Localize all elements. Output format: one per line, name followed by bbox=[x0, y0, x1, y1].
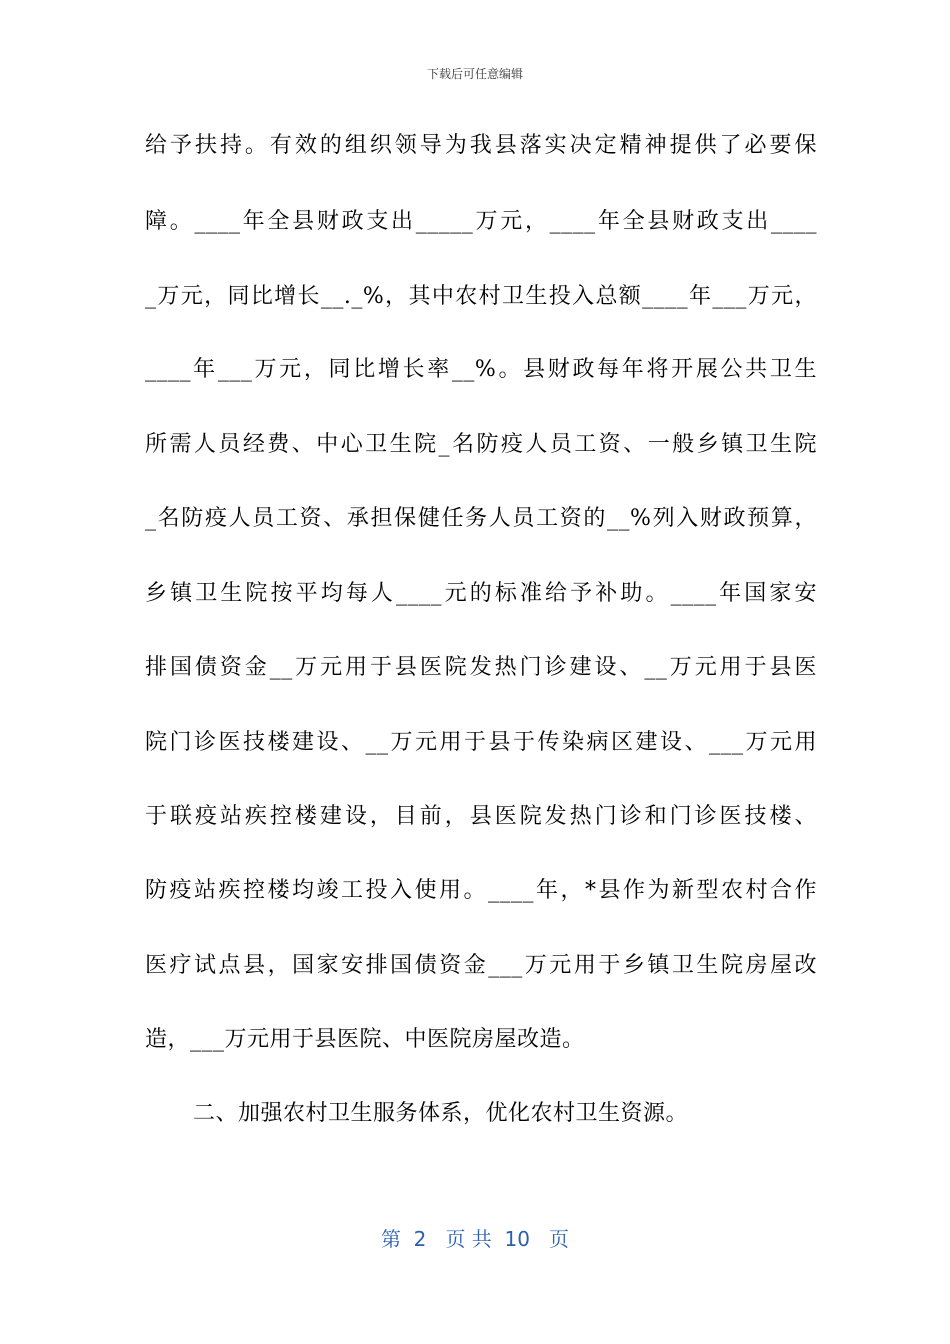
paragraph-line: _万元，同比增长__._%，其中农村卫生投入总额____年___万元， bbox=[145, 284, 817, 309]
paragraph-line: 给予扶持。有效的组织领导为我县落实决定精神提供了必要保 bbox=[145, 133, 817, 158]
paragraph-line: 排国债资金__万元用于县医院发热门诊建设、__万元用于县医 bbox=[145, 655, 817, 680]
section-heading: 二、加强农村卫生服务体系，优化农村卫生资源。 bbox=[193, 1101, 689, 1126]
paragraph-line: ____年___万元，同比增长率__%。县财政每年将开展公共卫生 bbox=[145, 357, 817, 382]
paragraph-line: 院门诊医技楼建设、__万元用于县于传染病区建设、___万元用 bbox=[145, 730, 817, 755]
paragraph-line: 乡镇卫生院按平均每人____元的标准给予补助。____年国家安 bbox=[145, 581, 817, 606]
paragraph-line: 造，___万元用于县医院、中医院房屋改造。 bbox=[145, 1027, 585, 1052]
paragraph-line: 于联疫站疾控楼建设，目前，县医院发热门诊和门诊医技楼、 bbox=[145, 804, 817, 829]
paragraph-line: 防疫站疾控楼均竣工投入使用。____年，*县作为新型农村合作 bbox=[145, 878, 817, 903]
page-header: 下载后可任意编辑 bbox=[426, 67, 523, 81]
paragraph-line: 障。____年全县财政支出_____万元，____年全县财政支出____ bbox=[145, 209, 817, 234]
paragraph-line: 所需人员经费、中心卫生院_名防疫人员工资、一般乡镇卫生院 bbox=[145, 432, 817, 457]
page-footer: 第 2 页 共 10 页 bbox=[380, 1227, 570, 1251]
paragraph-line: 医疗试点县，国家安排国债资金___万元用于乡镇卫生院房屋改 bbox=[145, 953, 817, 978]
paragraph-line: _名防疫人员工资、承担保健任务人员工资的__%列入财政预算， bbox=[145, 506, 817, 531]
